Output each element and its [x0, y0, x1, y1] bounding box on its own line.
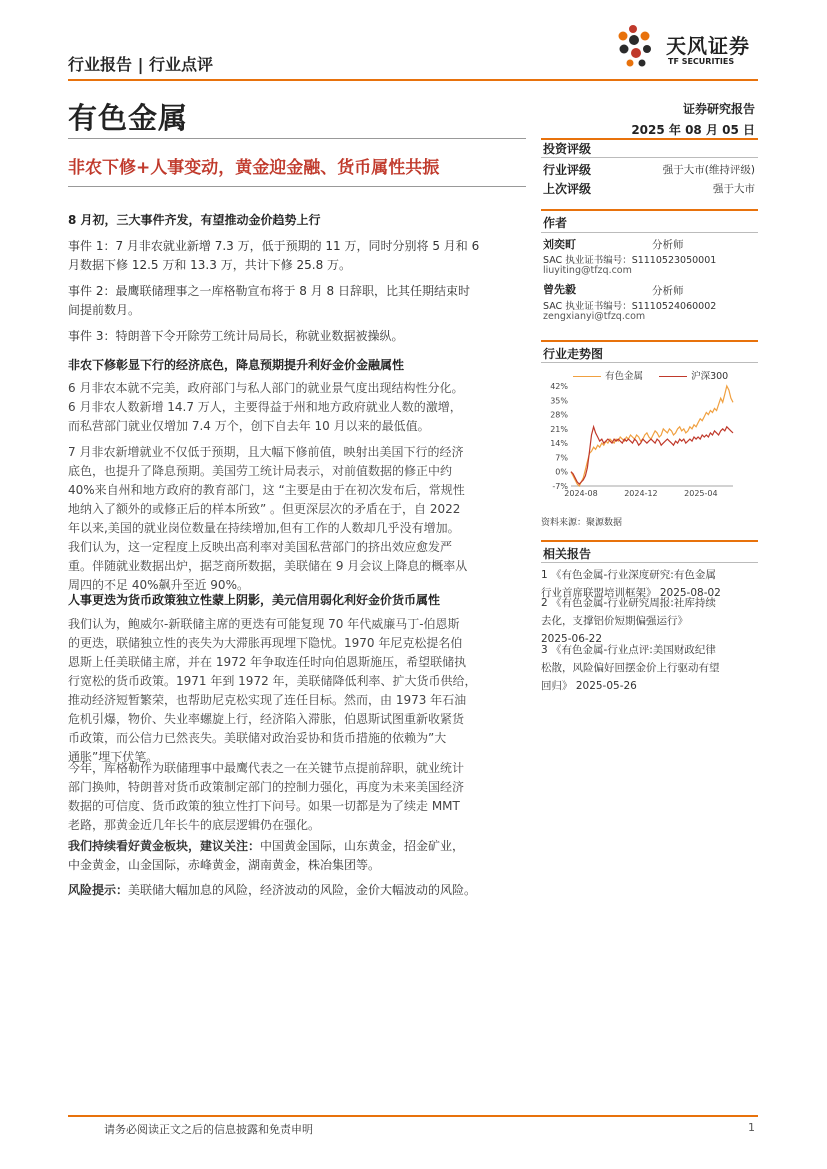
author-cert: SAC 执业证书编号：S1110524060002 — [543, 301, 717, 312]
authors-rule — [541, 232, 758, 233]
footer-rule — [68, 1115, 758, 1117]
author-role: 分析师 — [652, 285, 684, 297]
related-top-rule — [541, 540, 758, 542]
x-tick-label: 2024-12 — [624, 489, 658, 498]
author-email[interactable]: zengxianyi@tfzq.com — [543, 311, 646, 322]
footer-disclaimer[interactable]: 请务必阅读正文之后的信息披露和免责申明 — [104, 1123, 313, 1136]
related-report-link[interactable]: 1 《有色金属-行业深度研究:有色金属 行业首席联盟培训框架》 2025-08-02 — [541, 569, 721, 599]
y-tick-label: 0% — [555, 467, 568, 477]
x-tick-label: 2025-04 — [684, 489, 718, 498]
event-3-paragraph: 事件 3：特朗普下令开除劳工统计局局长，称就业数据被操纵。 — [68, 329, 404, 343]
report-category: 行业报告 | 行业点评 — [68, 55, 213, 74]
industry-rating-value: 强于大市(维持评级) — [662, 164, 755, 176]
section-title: 非农下修彰显下行的经济底色，降息预期提升利好金价金融属性 — [68, 358, 405, 372]
report-type: 证券研究报告 — [682, 102, 755, 116]
authors-top-rule — [541, 209, 758, 211]
industry-rating-label: 行业评级 — [543, 163, 592, 177]
y-tick-label: 14% — [550, 439, 568, 449]
body-paragraph: 我们认为，鲍威尔-新联储主席的更迭有可能复现 70 年代威廉马丁-伯恩斯 的更迭，联储独立性的丧失为大滞胀再现埋下隐忧。1970 年尼克松提名伯 恩斯上任美联储主席，并在 1972 年争取连任时向伯恩斯施压，希望联储执 行宽松的货币政策。1971 年到 1972 年，美联储降低利率、扩大货币供给， 推动经济短暂繁荣，也帮助尼克松实现了连任目标。然而，由 1973 年石油 危机引爆，物价、失业率螺旋上行，经济陷入滞胀，伯恩斯试图重新收紧货 币政策，而公信力已然丧失。美联储对政治妥协和货币措施的依赖为”大 通胀”埋下伏笔。 — [68, 617, 477, 764]
related-report-link[interactable]: 2 《有色金属-行业研究周报:社库持续 去化，支撑铝价短期偏强运行》 2025-06-22 — [541, 597, 716, 645]
risk-paragraph: 风险提示：美联储大幅加息的风险，经济波动的风险，金价大幅波动的风险。 — [68, 883, 477, 897]
x-tick-label: 2024-08 — [564, 489, 598, 498]
legend-label: 沪深300 — [691, 371, 729, 382]
trend-chart — [541, 380, 741, 500]
prev-rating-label: 上次评级 — [543, 182, 592, 196]
series-line-2 — [571, 427, 733, 484]
chart-source: 资料来源：聚源数据 — [541, 518, 623, 528]
y-tick-label: 21% — [550, 424, 568, 434]
y-tick-label: 35% — [550, 396, 568, 406]
authors-title: 作者 — [543, 216, 568, 230]
related-title: 相关报告 — [543, 547, 592, 561]
author-role: 分析师 — [652, 239, 684, 251]
author-cert: SAC 执业证书编号：S1110523050001 — [543, 255, 717, 266]
company-logo — [612, 22, 762, 70]
author-email[interactable]: liuyiting@tfzq.com — [543, 265, 632, 276]
event-2-paragraph: 事件 2：最鹰联储理事之一库格勒宣布将于 8 月 8 日辞职，比其任期结束时 间提前数月。 — [68, 284, 470, 317]
rating-title: 投资评级 — [543, 142, 592, 156]
legend-swatch — [573, 376, 601, 377]
y-tick-label: 28% — [550, 410, 568, 420]
legend-swatch — [659, 376, 687, 377]
y-tick-label: 7% — [555, 453, 568, 463]
logo-en-text: TF SECURITIES — [668, 57, 735, 66]
header-rule — [68, 79, 758, 81]
y-tick-label: 42% — [550, 382, 568, 391]
y-tick-label: -7% — [552, 482, 568, 491]
page-number: 1 — [748, 1121, 755, 1134]
report-headline: 非农下修+人事变动，黄金迎金融、货币属性共振 — [68, 158, 440, 178]
trend-title: 行业走势图 — [543, 347, 604, 361]
report-date: 2025 年 08 月 05 日 — [631, 123, 755, 137]
prev-rating-value: 强于大市 — [713, 183, 755, 195]
recommendation-paragraph: 我们持续看好黄金板块，建议关注：中国黄金国际，山东黄金，招金矿业， 中金黄金，山金国际，赤峰黄金，湖南黄金，株冶集团等。 — [68, 839, 465, 872]
author-name: 刘奕町 — [543, 238, 576, 251]
sector-title: 有色金属 — [68, 101, 189, 135]
logo-cn-text: 天风证券 — [666, 34, 750, 58]
section-title: 8 月初，三大事件齐发，有望推动金价趋势上行 — [68, 213, 321, 227]
trend-top-rule — [541, 340, 758, 342]
rating-rule — [541, 157, 758, 158]
logo-mark-icon — [612, 22, 658, 68]
body-paragraph: 7 月非农新增就业不仅低于预期，且大幅下修前值，映射出美国下行的经济 底色，也提升了降息预期。美国劳工统计局表示，对前值数据的修正中约 40%来自州和地方政府的教育部门，这 “主要是由于在初次发布后，常规性 地纳入了额外的或修正后的样本所致” 。但更深层次的矛盾在于，自 2022 年以来,美国的就业岗位数量在持续增加,但有工作的人数却几乎没有增加。 我们认为，这一定程度上反映出高利率对美国私营部门的挤出效应愈发严 重。伴随就业数据出炉，据芝商所数据，美联储在 9 月会议上降息的概率从 周四的不足 40%飙升至近 90%。 — [68, 445, 468, 592]
trend-rule — [541, 362, 758, 363]
event-1-paragraph: 事件 1：7 月非农就业新增 7.3 万，低于预期的 11 万，同时分别将 5 月和 6 月数据下修 12.5 万和 13.3 万，共计下修 25.8 万。 — [68, 239, 480, 272]
title-rule — [68, 138, 526, 139]
section-title: 人事更迭为货币政策独立性蒙上阴影，美元信用弱化利好金价货币属性 — [68, 593, 441, 607]
body-paragraph: 今年，库格勒作为联储理事中最鹰代表之一在关键节点提前辞职，就业统计 部门换帅，特朗普对货币政策制定部门的控制力强化，再度为未来美国经济 数据的可信度、货币政策的独立性打下问号。如果一切都是为了续走 MMT 老路，那黄金近几年长牛的底层逻辑仍在强化。 — [68, 761, 465, 832]
headline-rule — [68, 186, 526, 187]
related-rule — [541, 562, 758, 563]
author-name: 曾先毅 — [543, 283, 576, 296]
body-paragraph: 6 月非农本就不完美，政府部门与私人部门的就业景气度出现结构性分化。 6 月非农人数新增 14.7 万人，主要得益于州和地方政府就业人数的激增， 而私营部门就业仅增加 7.4 万个，创下自去年 10 月以来的最低值。 — [68, 381, 464, 433]
legend-label: 有色金属 — [605, 371, 644, 382]
related-report-link[interactable]: 3 《有色金属-行业点评:美国财政纪律 松散，风险偏好回摆金价上行驱动有望 回归》 2025-05-26 — [541, 644, 720, 692]
